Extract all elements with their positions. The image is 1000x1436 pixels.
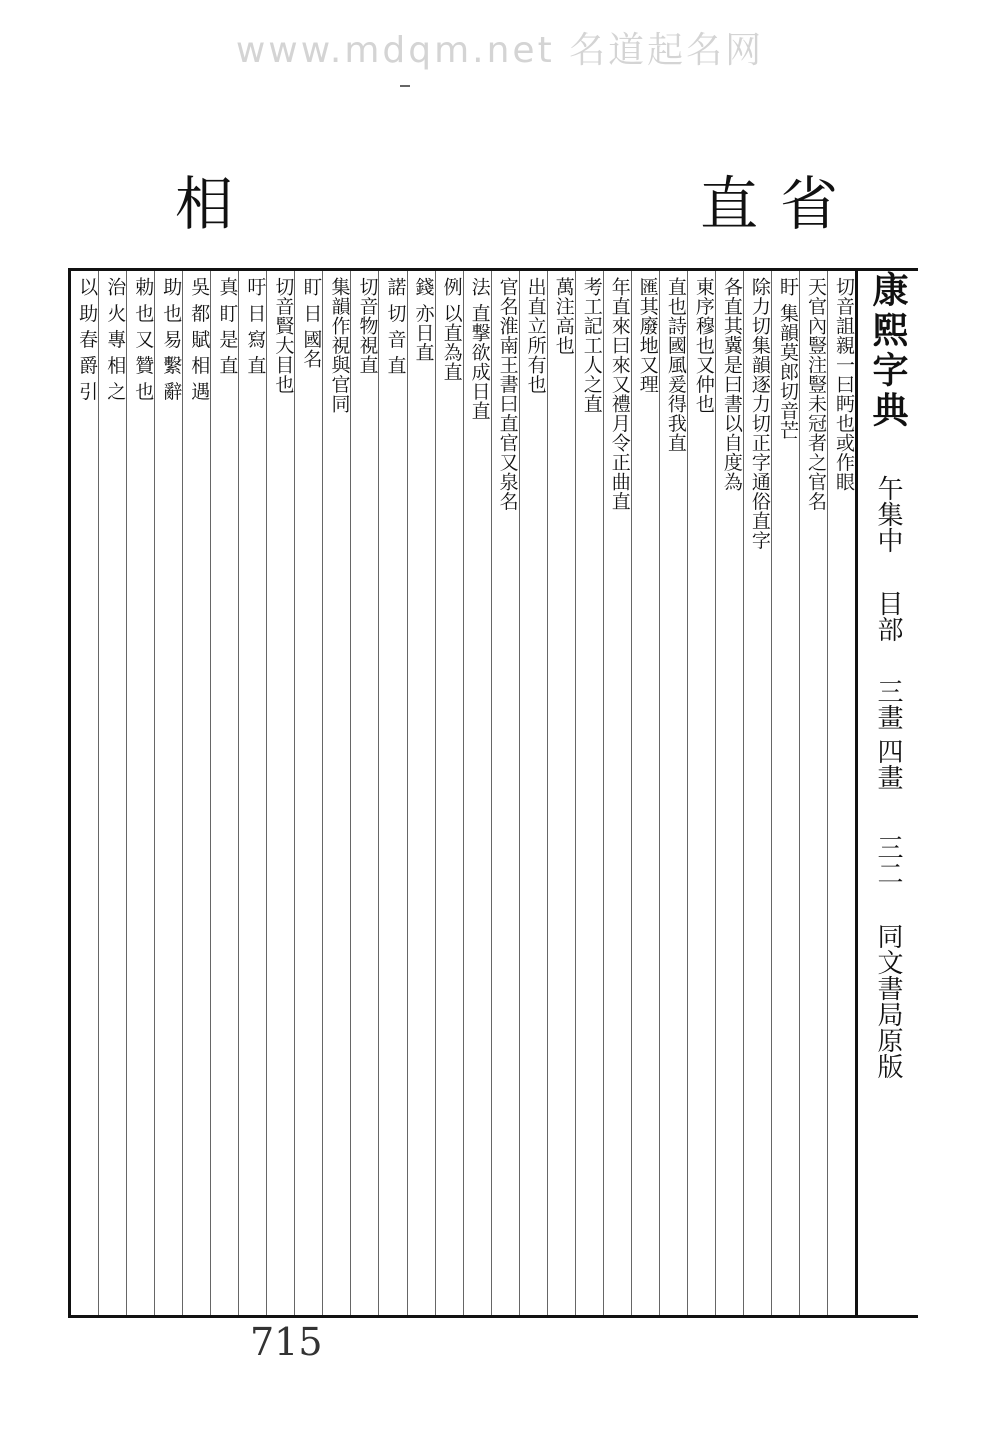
text-column: 切音賢大目也 (266, 271, 294, 1315)
text-column: 集韻作視與官同 (322, 271, 350, 1315)
text-column: 治 火 專 相 之 (98, 271, 126, 1315)
radical-label: 目部 (873, 589, 903, 642)
divider (400, 85, 410, 87)
text-column: 官名淮南王書曰直官又泉名 (491, 271, 519, 1315)
text-column: 萬注高也 (547, 271, 575, 1315)
volume-label: 午集中 (873, 475, 903, 554)
text-column: 錢 亦日直 (407, 271, 435, 1315)
page-number: 715 (250, 1320, 323, 1364)
text-column: 切音詛親一曰眄也或作眼 (827, 271, 855, 1315)
text-column: 匯其廢地又理 (631, 271, 659, 1315)
text-column: 天官內豎注豎未冠者之官名 (799, 271, 827, 1315)
text-column: 切音物視直 (350, 271, 378, 1315)
text-column: 考工記工人之直 (575, 271, 603, 1315)
text-column: 出直立所有也 (519, 271, 547, 1315)
text-column: 年直來曰來又禮月令正曲直 (603, 271, 631, 1315)
strokes-label: 三畫 四畫 (873, 677, 903, 791)
text-column: 真 盯 是 直 (210, 271, 238, 1315)
publisher-label: 同文書局原版 (873, 922, 903, 1079)
seal-glyph-2: 直 (700, 170, 759, 238)
text-column: 除力切集韻逐力切正字通俗直字 (743, 271, 771, 1315)
text-column: 東序穆也又仲也 (687, 271, 715, 1315)
text-columns (68, 268, 858, 1318)
text-column: 吳 都 賦 相 遇 (182, 271, 210, 1315)
text-column: 以 助 春 爵 引 (76, 277, 99, 401)
text-column: 諾 切 音 直 (378, 271, 406, 1315)
seal-glyph-1: 省 (780, 170, 839, 238)
text-column: 勅 也 又 贊 也 (126, 271, 154, 1315)
text-column: 盯 日 國名 (294, 271, 322, 1315)
text-column: 助 也 易 繫 辭 (154, 271, 182, 1315)
watermark-text: www.mdqm.net 名道起名网 (235, 30, 765, 71)
text-column: 吁 日 寫 直 (238, 271, 266, 1315)
text-column: 各直其冀是曰書以自度為 (715, 271, 743, 1315)
dictionary-title: 康熙字典 (867, 271, 909, 431)
page-header (858, 268, 918, 1318)
text-column: 例 以直為直 (435, 271, 463, 1315)
seal-glyph-3: 相 (175, 170, 234, 238)
page-code: 三二 (873, 834, 903, 887)
text-column: 法 直撃欲成日直 (463, 271, 491, 1315)
text-column: 盱 集韻莫郎切音芒 (771, 271, 799, 1315)
text-column: 直也詩國風爰得我直 (659, 271, 687, 1315)
